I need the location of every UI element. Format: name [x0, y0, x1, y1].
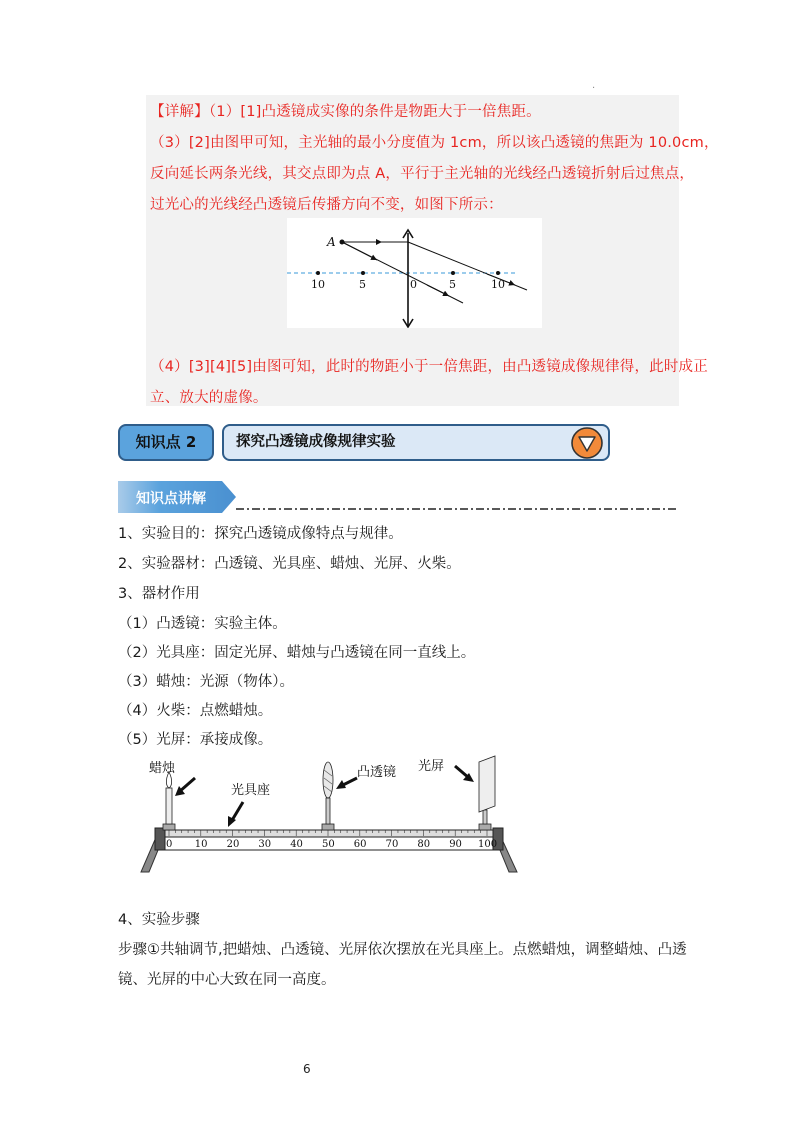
- axis-label-10-right: 10: [491, 278, 505, 291]
- content-step-1-line-1: 步骤①共轴调节,把蜡烛、凸透镜、光屏依次摆放在光具座上。点燃蜡烛，调整蜡烛、凸透: [118, 942, 687, 958]
- section-divider: [236, 508, 679, 510]
- axis-label-10-left: 10: [311, 278, 325, 291]
- knowledge-point-title: 探究凸透镜成像规律实验: [222, 424, 610, 461]
- bench-label: 光具座: [231, 783, 271, 798]
- expand-triangle-icon[interactable]: [570, 426, 604, 460]
- bench-scale-label: 10: [194, 839, 208, 850]
- bench-scale-label: 20: [226, 839, 240, 850]
- bench-scale-label: 30: [258, 839, 272, 850]
- axis-label-5-left: 5: [359, 278, 366, 291]
- content-sub-4: （4）火柴：点燃蜡烛。: [118, 703, 273, 719]
- axis-dot-10-right: [496, 271, 500, 275]
- page-number: 6: [303, 1062, 311, 1076]
- answer-line-1-text: （1）[1]凸透镜成实像的条件是物距大于一倍焦距。: [208, 104, 541, 120]
- bench-scale-label: 90: [449, 839, 462, 850]
- answer-line-6: 立、放大的虚像。: [150, 390, 268, 406]
- content-item-3: 3、器材作用: [118, 586, 200, 602]
- bench-scale-label: 80: [417, 839, 431, 850]
- axis-label-0: 0: [410, 278, 417, 291]
- lens-label: 凸透镜: [357, 765, 397, 780]
- content-item-2: 2、实验器材：凸透镜、光具座、蜡烛、光屏、火柴。: [118, 556, 461, 572]
- bench-scale-label: 0: [166, 839, 173, 850]
- answer-line-4: 过光心的光线经凸透镜后传播方向不变，如图下所示：: [150, 197, 503, 213]
- content-item-1: 1、实验目的：探究凸透镜成像特点与规律。: [118, 526, 403, 542]
- axis-dot-5-right: [451, 271, 455, 275]
- answer-line-3: 反向延长两条光线，其交点即为点 A，平行于主光轴的光线经凸透镜折射后过焦点，: [150, 166, 695, 182]
- bench-scale-label: 50: [322, 839, 335, 850]
- section-tab-label: 知识点讲解: [136, 491, 206, 507]
- lens-ray-diagram: [287, 218, 542, 328]
- axis-label-5-right: 5: [449, 278, 456, 291]
- bench-scale-label: 40: [290, 839, 303, 850]
- axis-dot-5-left: [361, 271, 365, 275]
- answer-line-5: （4）[3][4][5]由图可知，此时的物距小于一倍焦距，由凸透镜成像规律得，此时成正: [150, 359, 708, 375]
- screen-label: 光屏: [418, 759, 445, 774]
- content-sub-5: （5）光屏：承接成像。: [118, 732, 273, 748]
- candle-label: 蜡烛: [149, 761, 176, 776]
- center-ray-arrow-2: [342, 242, 377, 260]
- page-mark: .: [592, 80, 596, 91]
- bench-scale-label: 100: [478, 839, 498, 850]
- center-ray-arrow: [427, 285, 449, 296]
- content-sub-2: （2）光具座：固定光屏、蜡烛与凸透镜在同一直线上。: [118, 645, 476, 661]
- point-a-label: A: [327, 235, 336, 249]
- axis-dot-10-left: [316, 271, 320, 275]
- answer-line-2: （3）[2]由图甲可知，主光轴的最小分度值为 1cm，所以该凸透镜的焦距为 10.0cm，: [150, 135, 719, 151]
- answer-tag: 【详解】: [150, 104, 209, 120]
- bench-scale-label: 70: [385, 839, 399, 850]
- content-sub-3: （3）蜡烛：光源（物体）。: [118, 674, 294, 690]
- answer-line-1: [150, 100, 541, 121]
- content-item-4: 4、实验步骤: [118, 912, 200, 928]
- content-sub-1: （1）凸透镜：实验主体。: [118, 616, 287, 632]
- optical-bench-diagram: [135, 750, 525, 875]
- bench-scale-label: 60: [353, 839, 367, 850]
- knowledge-point-number: 知识点 2: [118, 424, 214, 461]
- point-a-dot: [340, 240, 345, 245]
- content-step-1-line-2: 镜、光屏的中心大致在同一高度。: [118, 972, 336, 988]
